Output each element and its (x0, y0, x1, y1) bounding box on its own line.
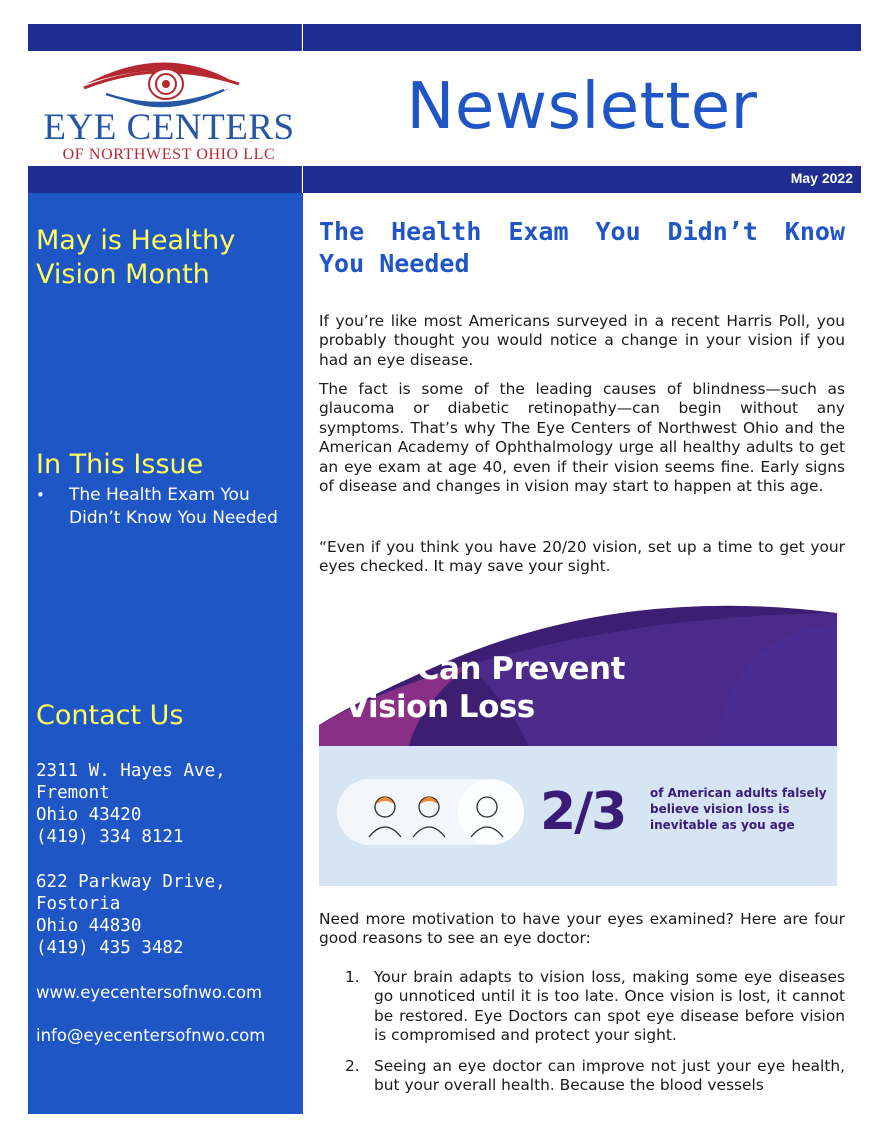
issue-item[interactable]: • The Health Exam You Didn’t Know You Needed (36, 484, 286, 530)
infographic-headline (345, 650, 625, 726)
list-item-text: Your brain adapts to vision loss, making some eye diseases go unnoticed until it is too late. Once vision is lost, it cannot be restored. Eye Doctors can spot eye disease before vision is compromised and protect your sight. (374, 968, 845, 1045)
address-city: Fremont (36, 783, 110, 803)
location-fostoria (36, 871, 226, 959)
address-street: 2311 W. Hayes Ave, (36, 761, 226, 781)
newsletter-title: Newsletter (406, 70, 758, 144)
infographic-headline-line: Vision Loss (345, 689, 535, 725)
contact-heading: Contact Us (36, 700, 184, 731)
issue-list (36, 484, 286, 530)
people-icon (337, 765, 537, 855)
article-headline: The Health Exam You Didn’t Know You Needed (319, 217, 845, 278)
website-link[interactable]: www.eyecentersofnwo.com (36, 983, 263, 1002)
eye-logo-icon (34, 56, 296, 112)
logo-subtitle: OF NORTHWEST OHIO LLC (62, 146, 276, 163)
date-bar (303, 166, 861, 193)
phone-number[interactable]: (419) 435 3482 (36, 938, 184, 958)
email-link[interactable]: info@eyecentersofnwo.com (36, 1026, 266, 1045)
address-state-zip: Ohio 44830 (36, 916, 142, 936)
address-street: 622 Parkway Drive, (36, 872, 226, 892)
logo (34, 56, 296, 164)
address-city: Fostoria (36, 894, 121, 914)
list-number: 1. (345, 968, 360, 986)
sidebar (28, 193, 303, 1114)
infographic-headline-line: You Can Prevent (345, 651, 625, 687)
list-item (345, 968, 845, 1046)
infographic (319, 595, 837, 886)
stat-description: of American adults falsely believe vision loss is inevitable as you age (650, 786, 827, 832)
infographic-banner (319, 595, 837, 746)
header-bar-left (28, 24, 302, 51)
logo-title: EYE CENTERS (43, 107, 295, 148)
article-paragraph: The fact is some of the leading causes of blindness—such as glaucoma or diabetic retinopathy—can begin without any symptoms. That’s why The Eye Centers of Northwest Ohio and the American Academy of Ophthalmology urge all healthy adults to get an eye exam at age 40, even if their vision seems fine. Early signs of disease and changes in vision may start to happen at this age. (319, 380, 845, 496)
article-paragraph: Need more motivation to have your eyes examined? Here are four good reasons to see an eye doctor: (319, 910, 845, 948)
phone-number[interactable]: (419) 334 8121 (36, 827, 184, 847)
article-paragraph: If you’re like most Americans surveyed in a recent Harris Poll, you probably thought you would notice a change in your vision if you had an eye disease. (319, 312, 845, 369)
address-state-zip: Ohio 43420 (36, 805, 142, 825)
in-this-issue-heading: In This Issue (36, 449, 204, 480)
infographic-stat-panel (319, 746, 837, 886)
issue-date: May 2022 (790, 170, 853, 186)
list-item (345, 1057, 845, 1096)
reasons-list (345, 968, 845, 1106)
stat-number: 2/3 (540, 782, 626, 842)
date-bar-left (28, 166, 302, 193)
list-item-text: Seeing an eye doctor can improve not just your eye health, but your overall health. Because the blood vessels (374, 1056, 845, 1095)
article-quote: “Even if you think you have 20/20 vision, set up a time to get your eyes checked. It may save your sight. (319, 538, 845, 576)
header-bar-right (303, 24, 861, 51)
location-fremont (36, 760, 226, 848)
feature-heading: May is Healthy Vision Month (36, 225, 236, 290)
list-number: 2. (345, 1056, 360, 1075)
